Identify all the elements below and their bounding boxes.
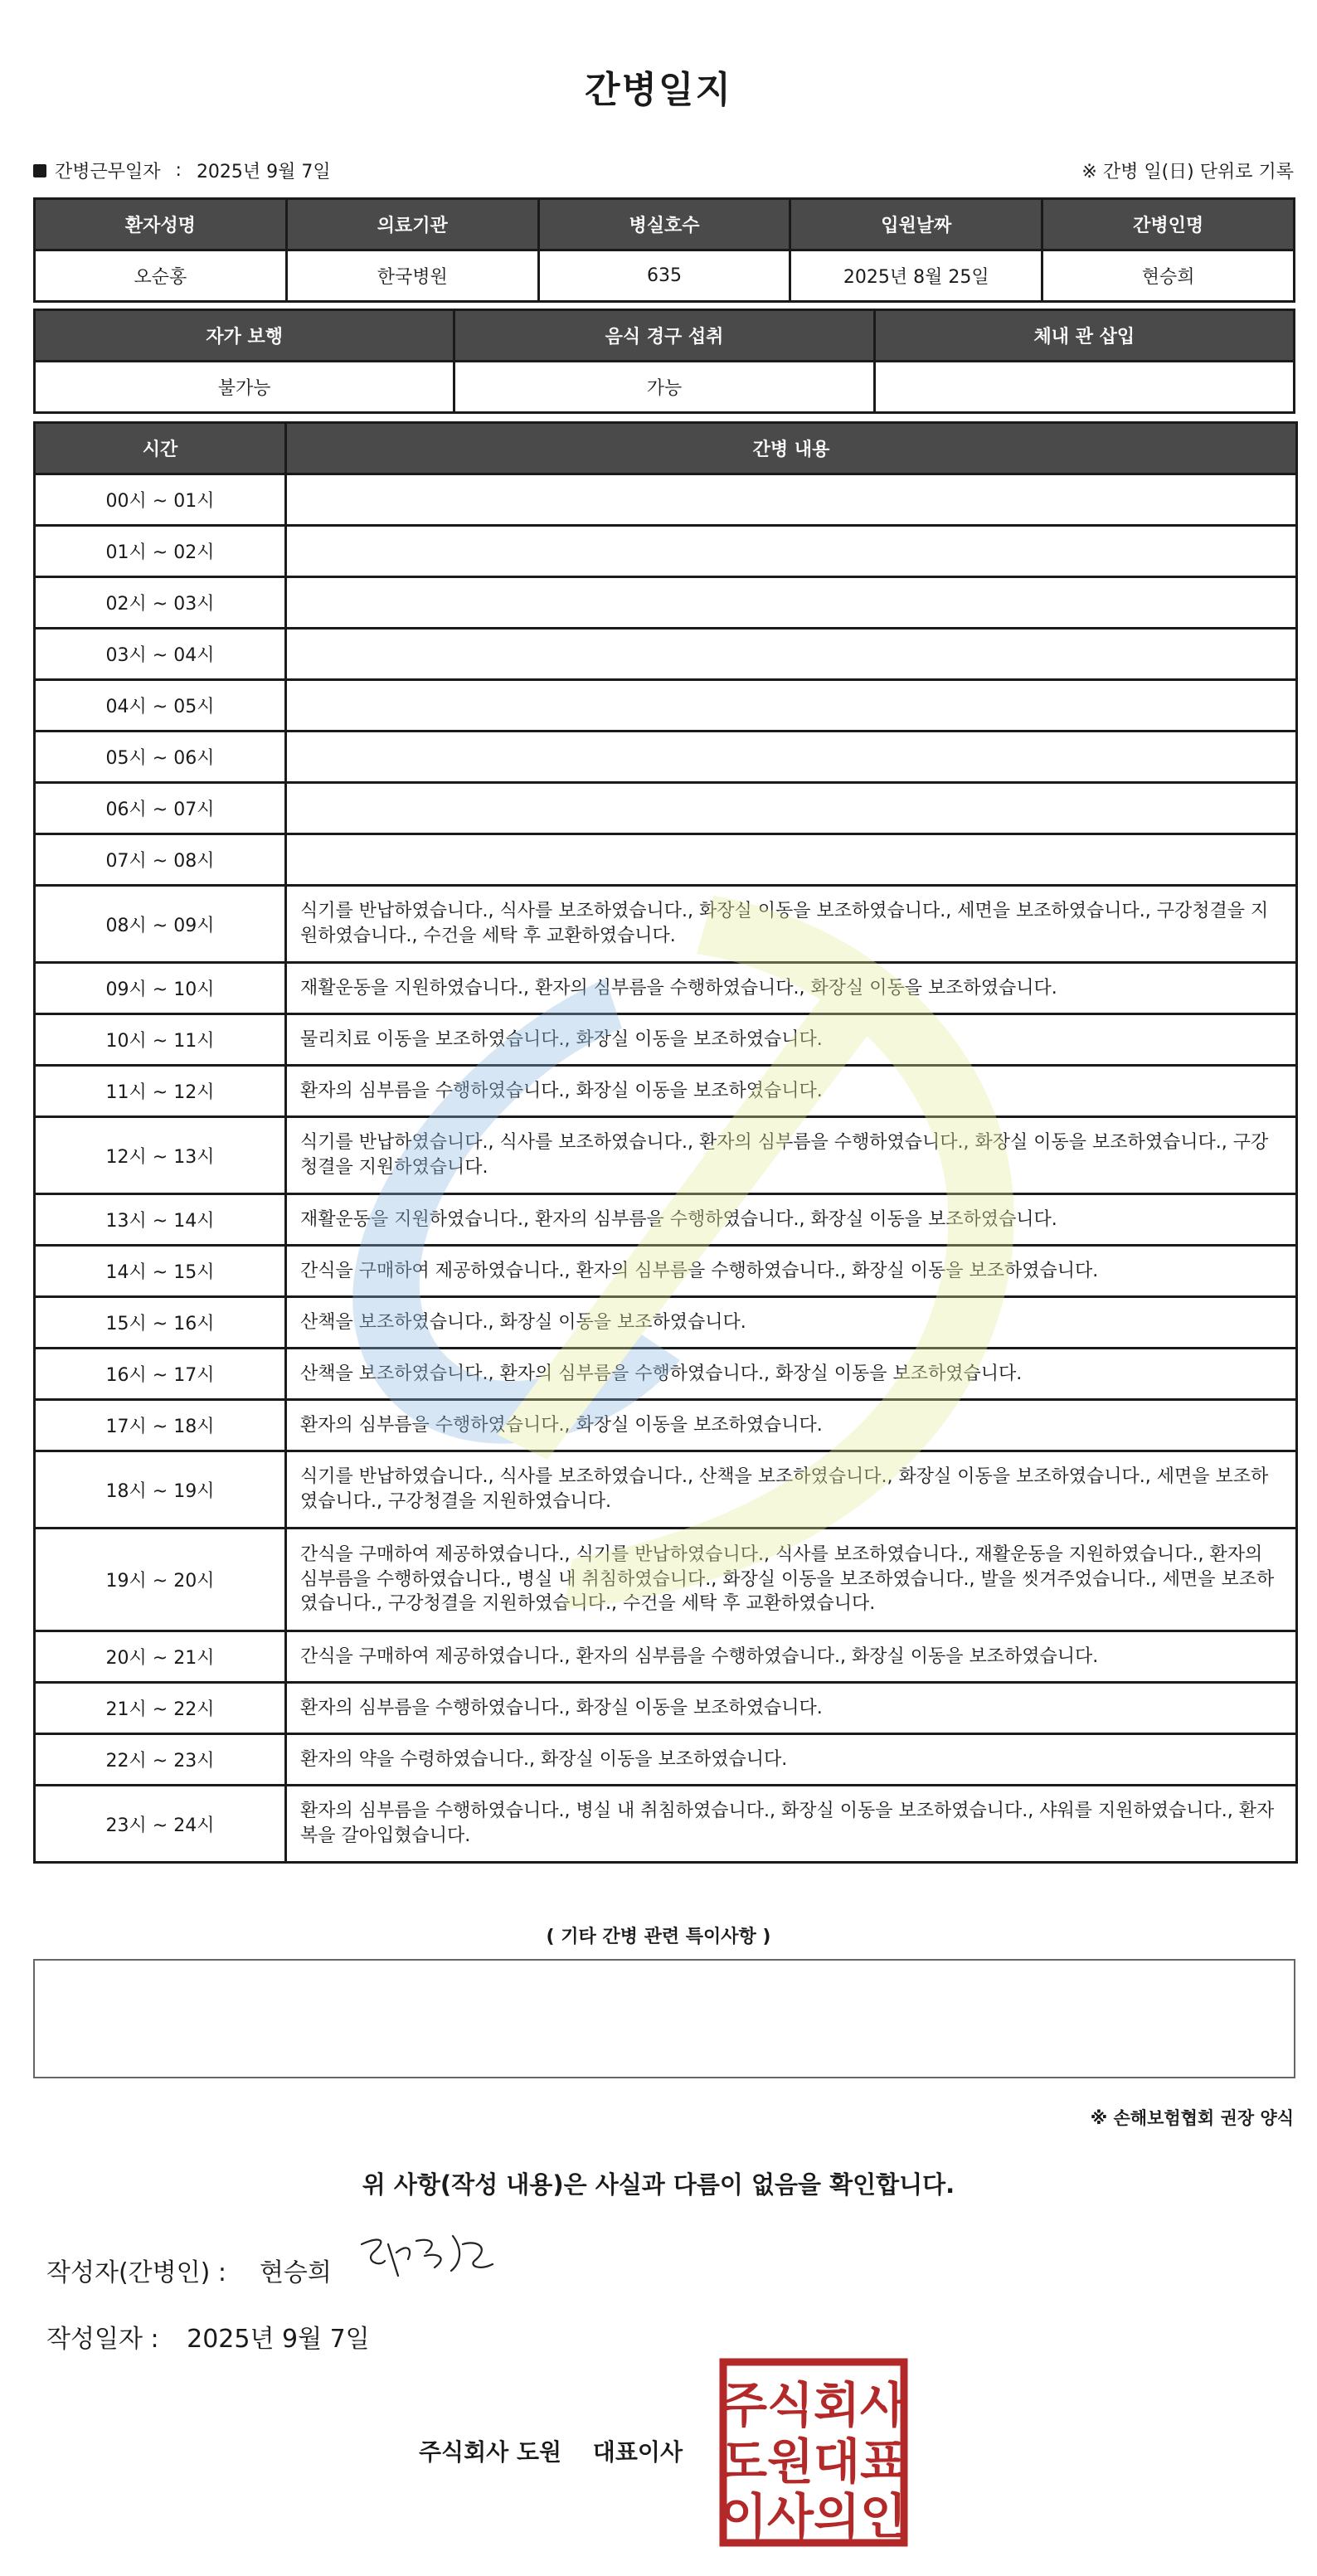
care-content: 산책을 보조하였습니다., 환자의 심부름을 수행하였습니다., 화장실 이동을 보조하였습니다. bbox=[286, 1349, 1297, 1400]
care-content: 환자의 심부름을 수행하였습니다., 병실 내 취침하였습니다., 화장실 이동을 보조하였습니다., 샤워를 지원하였습니다., 환자복을 갈아입혔습니다. bbox=[286, 1786, 1297, 1863]
care-content bbox=[286, 474, 1297, 526]
time-slot: 12시 ~ 13시 bbox=[35, 1117, 286, 1194]
care-content: 환자의 약을 수령하였습니다., 화장실 이동을 보조하였습니다. bbox=[286, 1734, 1297, 1786]
header-patient-name: 환자성명 bbox=[35, 199, 287, 250]
special-notes-title: ( 기타 간병 관련 특이사항 ) bbox=[546, 1927, 771, 1947]
header-time: 시간 bbox=[35, 423, 286, 474]
table-row bbox=[35, 526, 1297, 577]
work-date-colon: : bbox=[175, 160, 182, 181]
header-oral-intake: 음식 경구 섭취 bbox=[454, 310, 874, 362]
company-rep: 대표이사 bbox=[592, 2438, 683, 2466]
work-date-value: 2025년 9월 7일 bbox=[196, 162, 331, 182]
care-content: 식기를 반납하였습니다., 식사를 보조하였습니다., 화장실 이동을 보조하였습니다., 세면을 보조하였습니다., 구강청결을 지원하였습니다., 수건을 세탁 후 교환하였습니다. bbox=[286, 886, 1297, 963]
care-content: 재활운동을 지원하였습니다., 환자의 심부름을 수행하였습니다., 화장실 이동을 보조하였습니다. bbox=[286, 1194, 1297, 1246]
table-row bbox=[35, 1683, 1297, 1734]
writer-line bbox=[46, 2252, 332, 2288]
time-slot: 21시 ~ 22시 bbox=[35, 1683, 286, 1734]
care-content: 환자의 심부름을 수행하였습니다., 화장실 이동을 보조하였습니다. bbox=[286, 1400, 1297, 1451]
care-content bbox=[286, 526, 1297, 577]
writer-name: 현승희 bbox=[259, 2258, 332, 2287]
bullet-square-icon bbox=[33, 164, 46, 177]
time-slot: 05시 ~ 06시 bbox=[35, 731, 286, 783]
seal-line-3: 이사의인 bbox=[720, 2488, 907, 2544]
table-row bbox=[35, 1194, 1297, 1246]
work-date-label: 간병근무일자 bbox=[55, 162, 161, 182]
company-line bbox=[419, 2434, 683, 2467]
time-slot: 06시 ~ 07시 bbox=[35, 783, 286, 834]
time-slot: 08시 ~ 09시 bbox=[35, 886, 286, 963]
care-content bbox=[286, 731, 1297, 783]
table-row bbox=[35, 834, 1297, 886]
care-content: 환자의 심부름을 수행하였습니다., 화장실 이동을 보조하였습니다. bbox=[286, 1066, 1297, 1117]
table-row bbox=[35, 1786, 1297, 1863]
tube-insertion-value bbox=[874, 362, 1294, 413]
table-row bbox=[35, 1451, 1297, 1529]
room-number: 635 bbox=[538, 250, 790, 302]
table-row bbox=[35, 1117, 1297, 1194]
care-content: 산책을 보조하였습니다., 화장실 이동을 보조하였습니다. bbox=[286, 1297, 1297, 1349]
table-row bbox=[35, 886, 1297, 963]
time-slot: 01시 ~ 02시 bbox=[35, 526, 286, 577]
writer-label: 작성자(간병인) : bbox=[46, 2258, 226, 2287]
time-slot: 14시 ~ 15시 bbox=[35, 1246, 286, 1297]
time-slot: 11시 ~ 12시 bbox=[35, 1066, 286, 1117]
time-slot: 13시 ~ 14시 bbox=[35, 1194, 286, 1246]
table-row bbox=[35, 629, 1297, 680]
time-slot: 20시 ~ 21시 bbox=[35, 1631, 286, 1683]
care-content bbox=[286, 629, 1297, 680]
header-caregiver-name: 간병인명 bbox=[1042, 199, 1295, 250]
header-tube-insertion: 체내 관 삽입 bbox=[874, 310, 1294, 362]
time-slot: 07시 ~ 08시 bbox=[35, 834, 286, 886]
written-date-line bbox=[46, 2318, 370, 2355]
time-slot: 16시 ~ 17시 bbox=[35, 1349, 286, 1400]
table-row bbox=[35, 577, 1297, 629]
time-slot: 15시 ~ 16시 bbox=[35, 1297, 286, 1349]
page-title: 간병일지 bbox=[584, 69, 732, 111]
table-row bbox=[35, 963, 1297, 1014]
caregiver-name: 현승희 bbox=[1042, 250, 1295, 302]
hospital-name: 한국병원 bbox=[286, 250, 538, 302]
recommend-note: ※ 손해보험협회 권장 양식 bbox=[1090, 2108, 1294, 2128]
time-slot: 19시 ~ 20시 bbox=[35, 1529, 286, 1631]
care-log-table bbox=[33, 421, 1298, 1864]
company-seal-stamp bbox=[718, 2357, 909, 2548]
patient-name: 오순홍 bbox=[35, 250, 287, 302]
time-slot: 00시 ~ 01시 bbox=[35, 474, 286, 526]
work-date bbox=[33, 158, 331, 183]
table-row bbox=[35, 1529, 1297, 1631]
table-row bbox=[35, 1297, 1297, 1349]
time-slot: 03시 ~ 04시 bbox=[35, 629, 286, 680]
written-date-label: 작성일자 : bbox=[46, 2325, 159, 2354]
company-name: 주식회사 도원 bbox=[419, 2438, 562, 2466]
time-slot: 09시 ~ 10시 bbox=[35, 963, 286, 1014]
time-slot: 02시 ~ 03시 bbox=[35, 577, 286, 629]
care-content: 간식을 구매하여 제공하였습니다., 환자의 심부름을 수행하였습니다., 화장실 이동을 보조하였습니다. bbox=[286, 1631, 1297, 1683]
time-slot: 10시 ~ 11시 bbox=[35, 1014, 286, 1066]
oral-intake-value: 가능 bbox=[454, 362, 874, 413]
patient-status-table bbox=[33, 309, 1295, 414]
table-row bbox=[35, 1400, 1297, 1451]
table-row bbox=[35, 1349, 1297, 1400]
care-content bbox=[286, 783, 1297, 834]
seal-line-1: 주식회사 bbox=[720, 2377, 907, 2433]
confirm-statement: 위 사항(작성 내용)은 사실과 다름이 없음을 확인합니다. bbox=[362, 2170, 955, 2199]
table-row bbox=[35, 1734, 1297, 1786]
care-content bbox=[286, 577, 1297, 629]
table-row bbox=[35, 783, 1297, 834]
header-care-content: 간병 내용 bbox=[286, 423, 1297, 474]
header-room: 병실호수 bbox=[538, 199, 790, 250]
patient-info-table bbox=[33, 197, 1295, 303]
care-content: 간식을 구매하여 제공하였습니다., 식기를 반납하였습니다., 식사를 보조하였습니다., 재활운동을 지원하였습니다., 환자의 심부름을 수행하였습니다., 병실 내 취침하였습니다., 화장실 이동을 보조하였습니다., 발을 씻겨주었습니다., 세면을 보조하였습니다., 구강청결을 지원하였습니다., 수건을 세탁 후 교환하였습니다. bbox=[286, 1529, 1297, 1631]
time-slot: 22시 ~ 23시 bbox=[35, 1734, 286, 1786]
table-row bbox=[35, 731, 1297, 783]
table-row bbox=[35, 1066, 1297, 1117]
care-content: 환자의 심부름을 수행하였습니다., 화장실 이동을 보조하였습니다. bbox=[286, 1683, 1297, 1734]
time-slot: 23시 ~ 24시 bbox=[35, 1786, 286, 1863]
admission-date: 2025년 8월 25일 bbox=[790, 250, 1042, 302]
self-walking-value: 불가능 bbox=[35, 362, 454, 413]
table-row bbox=[35, 1631, 1297, 1683]
seal-line-2: 도원대표 bbox=[720, 2433, 907, 2490]
header-hospital: 의료기관 bbox=[286, 199, 538, 250]
header-self-walking: 자가 보행 bbox=[35, 310, 454, 362]
time-slot: 17시 ~ 18시 bbox=[35, 1400, 286, 1451]
care-content: 물리치료 이동을 보조하였습니다., 화장실 이동을 보조하였습니다. bbox=[286, 1014, 1297, 1066]
table-row bbox=[35, 474, 1297, 526]
daily-record-note: ※ 간병 일(日) 단위로 기록 bbox=[1081, 162, 1294, 182]
care-content bbox=[286, 834, 1297, 886]
handwritten-signature bbox=[355, 2228, 504, 2286]
header-admission-date: 입원날짜 bbox=[790, 199, 1042, 250]
special-notes-box bbox=[33, 1959, 1295, 2078]
care-content: 식기를 반납하였습니다., 식사를 보조하였습니다., 환자의 심부름을 수행하였습니다., 화장실 이동을 보조하였습니다., 구강청결을 지원하였습니다. bbox=[286, 1117, 1297, 1194]
table-row bbox=[35, 1246, 1297, 1297]
table-row bbox=[35, 1014, 1297, 1066]
table-row bbox=[35, 680, 1297, 731]
care-content: 식기를 반납하였습니다., 식사를 보조하였습니다., 산책을 보조하였습니다., 화장실 이동을 보조하였습니다., 세면을 보조하였습니다., 구강청결을 지원하였습니다. bbox=[286, 1451, 1297, 1529]
written-date-value: 2025년 9월 7일 bbox=[187, 2325, 370, 2354]
care-content: 간식을 구매하여 제공하였습니다., 환자의 심부름을 수행하였습니다., 화장실 이동을 보조하였습니다. bbox=[286, 1246, 1297, 1297]
time-slot: 04시 ~ 05시 bbox=[35, 680, 286, 731]
care-content bbox=[286, 680, 1297, 731]
time-slot: 18시 ~ 19시 bbox=[35, 1451, 286, 1529]
care-content: 재활운동을 지원하였습니다., 환자의 심부름을 수행하였습니다., 화장실 이동을 보조하였습니다. bbox=[286, 963, 1297, 1014]
